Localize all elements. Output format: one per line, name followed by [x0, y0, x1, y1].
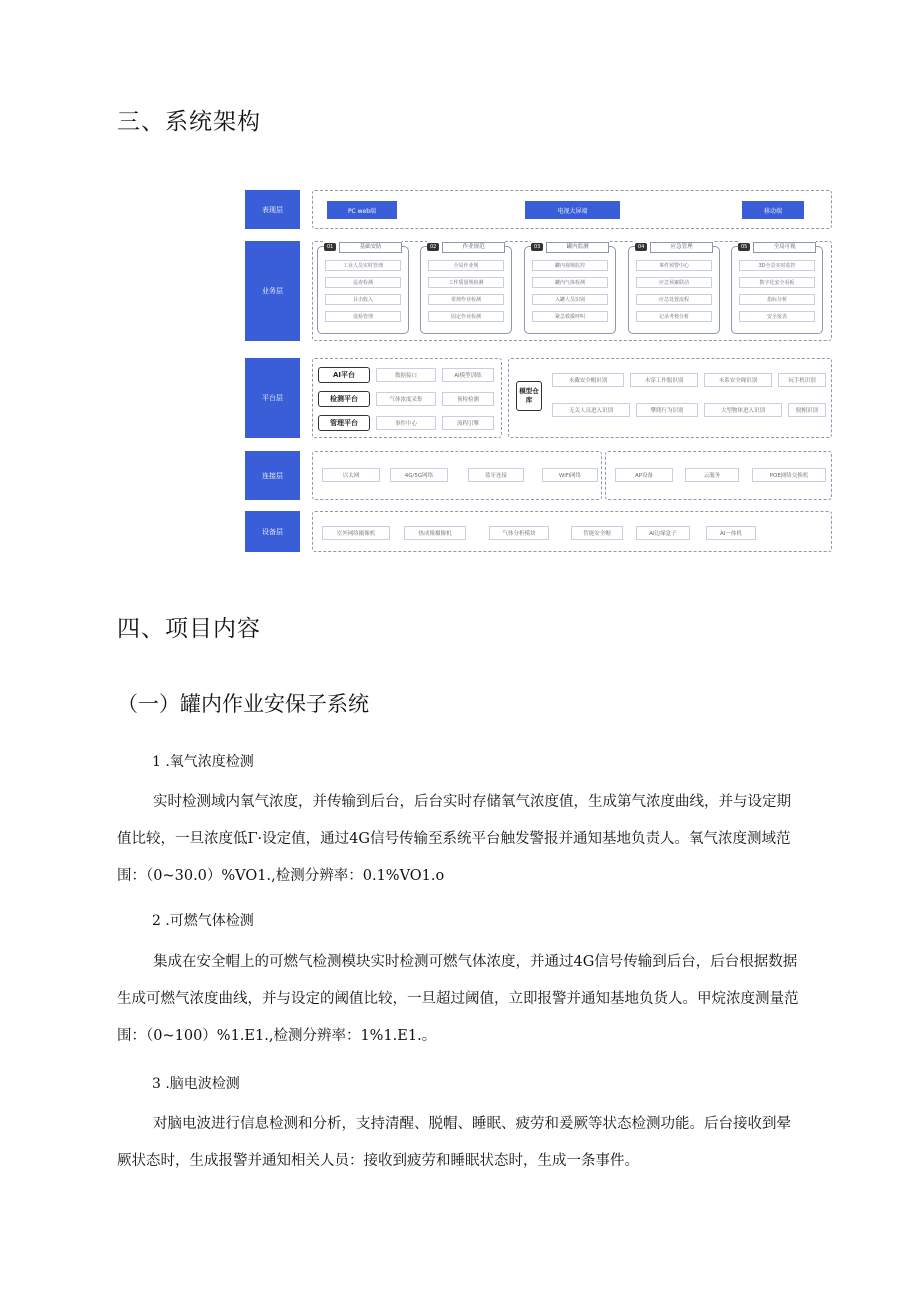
module-number: 04: [635, 243, 647, 251]
model-warehouse-box: [508, 358, 832, 438]
module-item: 罐内视频监控: [532, 260, 608, 271]
model-warehouse-tag: 模型仓库: [516, 381, 542, 411]
module-item: 设检管理: [325, 311, 401, 322]
management-platform-tag: 管理平台: [318, 415, 370, 431]
module-title: 作业规范: [442, 242, 505, 253]
module-item: 罐内气体检测: [532, 277, 608, 288]
item-paragraph-brainwave: [117, 1106, 837, 1180]
layer-label-business: 业务层: [245, 241, 300, 341]
module-item: 工作质量规检测: [428, 277, 504, 288]
paragraph-line: 实时检测域内氧气浓度，并传输到后台，后台实时存储氧气浓度值，生成第气浓度曲线，并与设定期: [153, 794, 791, 810]
module-title: 基础安防: [339, 242, 402, 253]
connection-chip: 蓝牙连接: [468, 468, 524, 482]
module-number: 03: [531, 243, 543, 251]
module-number: 05: [738, 243, 750, 251]
module-item: 3D全景实时监控: [739, 260, 815, 271]
connection-chip: WiFi网络: [542, 468, 598, 482]
device-chip: AI边缘盒子: [636, 526, 690, 540]
subsection-heading-tank-safety: （一）罐内作业安保子系统: [117, 692, 369, 716]
tv-screen-terminal: 电视大屏端: [525, 201, 620, 219]
module-item: 安全报表: [739, 311, 815, 322]
module-number: 01: [324, 243, 336, 251]
paragraph-line: 厥状态时，生成报警并通知相关人员：接收到疲劳和睡眠状态时，生成一条事件。: [117, 1153, 639, 1169]
paragraph-line: 值比较，一旦浓度低Γ·设定值，通过4G信号传输至系统平台触发警报并通知基地负责人。氧气浓度测域范: [117, 831, 791, 847]
section-heading-project-content: 四、项目内容: [117, 616, 261, 642]
module-number: 02: [427, 243, 439, 251]
module-item: 常规作业检测: [428, 294, 504, 305]
module-item: 巡查检测: [325, 277, 401, 288]
module-item: 工业人员实时管理: [325, 260, 401, 271]
section-heading-architecture: 三、系统架构: [117, 109, 261, 135]
architecture-diagram: [240, 183, 840, 558]
platform-chip: 气体浓度采集: [376, 392, 436, 406]
connection-chip: 以太网: [322, 468, 380, 482]
module-title: 罐内监测: [546, 242, 609, 253]
model-chip: 玩手机识别: [778, 373, 826, 387]
module-title: 应急管理: [650, 242, 713, 253]
connection-chip: 云服务: [685, 468, 739, 482]
module-item: 全局作业规: [428, 260, 504, 271]
layer-label-connection: 连接层: [245, 451, 300, 500]
item-heading-combustible-gas: 2 .可燃气体检测: [152, 913, 254, 929]
model-chip: 未系安全绳识别: [704, 373, 772, 387]
module-item: 数字化安全看板: [739, 277, 815, 288]
model-chip: 脱帽识别: [788, 403, 826, 417]
device-chip: 室外网络摄像机: [322, 526, 390, 540]
device-chip: 气体分析模块: [489, 526, 549, 540]
layer-label-presentation: 表现层: [245, 190, 300, 229]
paragraph-line: 围：（0~30.0）%VO1.,检测分辨率：0.1%VO1.o: [117, 868, 445, 884]
device-chip: AI一体机: [706, 526, 756, 540]
module-item: 指标分析: [739, 294, 815, 305]
paragraph-line: 生成可燃气浓度曲线，并与设定的阈值比较，一旦超过阈值，立即报警并通知基地负货人。甲烷浓度测量范: [117, 991, 799, 1007]
business-module-card: [317, 243, 409, 334]
module-item: 固定作业检测: [428, 311, 504, 322]
model-chip: 大型物体进入识别: [704, 403, 782, 417]
module-item: 紧急救援呼叫: [532, 311, 608, 322]
paragraph-line: 对脑电波进行信息检测和分析，支持清醒、脱帽、睡眠、疲劳和爰厥等状态检测功能。后台接收到晕: [153, 1116, 791, 1132]
item-heading-brainwave: 3 .脑电波检测: [152, 1076, 240, 1092]
paragraph-line: 集成在安全帽上的可燃气检测模块实时检测可燃气体浓度，并通过4G信号传输到后台，后台根据数据: [153, 954, 798, 970]
item-heading-oxygen: 1 .氧气浓度检测: [152, 754, 254, 770]
model-chip: 未戴安全帽识别: [552, 373, 624, 387]
platform-chip: 事件中心: [376, 416, 436, 430]
layer-label-device: 设备层: [245, 511, 300, 552]
model-chip: 攀爬行为识别: [636, 403, 698, 417]
business-module-card: [628, 243, 720, 334]
item-paragraph-combustible-gas: [117, 944, 837, 1055]
pc-web-terminal: PC web端: [327, 201, 397, 219]
business-module-card: [420, 243, 512, 334]
module-item: 事件预警中心: [636, 260, 712, 271]
mobile-terminal: 移动端: [742, 201, 804, 219]
platform-chip: 预检检测: [442, 392, 494, 406]
layer-label-platform: 平台层: [245, 358, 300, 438]
model-chip: 无关人员进入识别: [552, 403, 630, 417]
module-item: 记录考核分析: [636, 311, 712, 322]
module-item: 应急预案联动: [636, 277, 712, 288]
module-item: 目击收入: [325, 294, 401, 305]
detection-platform-tag: 检测平台: [318, 391, 370, 407]
connection-chip: AP设备: [615, 468, 673, 482]
platform-chip: 数据接口: [376, 368, 436, 382]
platform-chip: AI模型训练: [442, 368, 494, 382]
device-chip: 智能安全帽: [571, 526, 623, 540]
module-item: 入罐人员识别: [532, 294, 608, 305]
module-title: 全局可视: [753, 242, 816, 253]
business-module-card: [524, 243, 616, 334]
paragraph-line: 围：（0~100）%1.E1.,检测分辨率：1%1.E1.。: [117, 1028, 437, 1044]
platform-chip: 流程引擎: [442, 416, 494, 430]
device-chip: 热成像摄像机: [404, 526, 466, 540]
model-chip: 未穿工作服识别: [630, 373, 698, 387]
business-module-card: [731, 243, 823, 334]
connection-chip: 4G/5G网络: [390, 468, 448, 482]
ai-platform-tag: AI平台: [318, 367, 370, 383]
module-item: 应急处置流程: [636, 294, 712, 305]
item-paragraph-oxygen: [117, 784, 837, 895]
connection-chip: POE网络交换机: [752, 468, 826, 482]
